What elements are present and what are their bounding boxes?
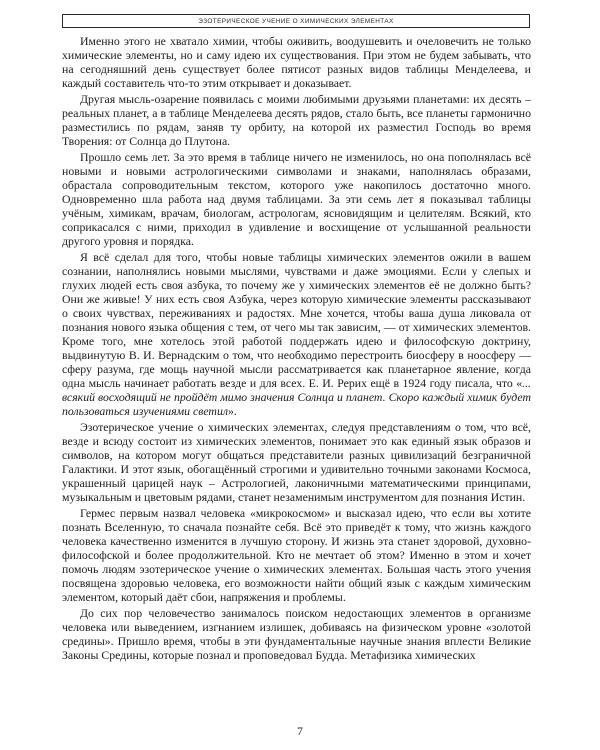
paragraph: Именно этого не хватало химии, чтобы оживить, воодушевить и очеловечить не только химические элементы, но и саму идею их существования. При этом не будем забывать, что на сегодняшний день существует более пятисот разных видов таблицы Менделеева, и каждый составитель что-то этим открывает и доказывает. <box>62 34 531 90</box>
rerikh-quote: ... всякий восходящий не пройдёт мимо значения Солнца и планет. Скоро каждый химик будет пользоваться изучениями светил <box>62 376 531 418</box>
paragraph: Эзотерическое учение о химических элементах, следуя представлениям о том, что всё, везде и всюду состоит из химических элементов, понимает это как единый язык образов и символов, на котором могут общаться представители разных цивилизаций безграничной Галактики. И этот язык, обогащённый строгими и удивительно точными законами Космоса, украшенный царицей наук – Астрологией, лаконичными математическими принципами, музыкальным и цветовым рядами, станет незаменимым инструментом для познания Истин. <box>62 420 531 504</box>
paragraph-text: Я всё сделал для того, чтобы новые таблицы химических элементов ожили в вашем сознании, наполнялись новыми мыслями, чувствами и даже эмоциями. Если у слепых и глухих людей есть своя азбука, то почему же у химических элементов её не должно быть? Они же живые! У них есть своя Азбука, через которую химические элементы рассказывают о своих чувствах, переживаниях и радостях. Мне хочется, чтобы ваша душа ликовала от познания нового языка общения с тем, от чего мы так зависим, — от химических элементов. Кроме того, мне хотелось этой работой поддержать идею и философскую доктрину, выдвинутую В. И. Вернадским о том, что необходимо перестроить биосферу в ноосферу — сферу разума, где мощь научной мысли рассматривается как планетарное явление, когда одна мысль начинает работать везде и для всех. Е. И. Рерих ещё в 1924 году писала, что « <box>62 250 531 390</box>
paragraph: Прошло семь лет. За это время в таблице ничего не изменилось, но она пополнялась всё новыми и новыми астрологическими символами и знаками, наполнялась образами, обрастала сопроводительным текстом, которого уже накопилось достаточно много. Одновременно шла работа над двумя таблицами. За эти семь лет я показывал таблицы учёным, химикам, врачам, биологам, астрологам, ясновидящим и целителям. Всякий, кто соприкасался с ними, приходил в удивление и восхищение от услышанной реальности другого уровня и порядка. <box>62 150 531 248</box>
paragraph: Гермес первым назвал человека «микрокосмом» и высказал идею, что если вы хотите познать Вселенную, то сначала познайте себя. Всё это приведёт к тому, что жизнь каждого человека качественно изменится в лучшую сторону. И жизнь эта станет здоровой, духовно-философской и более продолжительной. Кто не мечтает об этом? Именно в этом и хочет помочь людям эзотерическое учение о химических элементах. Большая часть этого учения посвящена здоровью человека, его возможности найти общий язык с каждым химическим элементом, который даёт сбои, напряжения и проблемы. <box>62 506 531 604</box>
running-header <box>62 14 530 28</box>
paragraph <box>62 250 531 418</box>
running-header-title: ЭЗОТЕРИЧЕСКОЕ УЧЕНИЕ О ХИМИЧЕСКИХ ЭЛЕМЕНТАХ <box>198 17 394 25</box>
page-body <box>62 34 531 662</box>
paragraph: До сих пор человечество занималось поиском недостающих элементов в организме человека или выведением, изгнанием излишек, добиваясь на физическом уровне «золотой средины». Пришло время, чтобы в эти фундаментальные научные знания вплести Великие Законы Средины, которые познал и проповедовал Будда. Метафизика химических <box>62 606 531 662</box>
page-number: 7 <box>297 726 303 738</box>
quote-closing: ». <box>228 404 237 418</box>
paragraph: Другая мысль-озарение появилась с моими любимыми друзьями планетами: их десять – реальных планет, а в таблице Менделеева десять рядов, стало быть, все планеты гармонично разместились по рядам, заняв ту орбиту, на которой их разместил Господь во время Творения: от Солнца до Плутона. <box>62 92 531 148</box>
